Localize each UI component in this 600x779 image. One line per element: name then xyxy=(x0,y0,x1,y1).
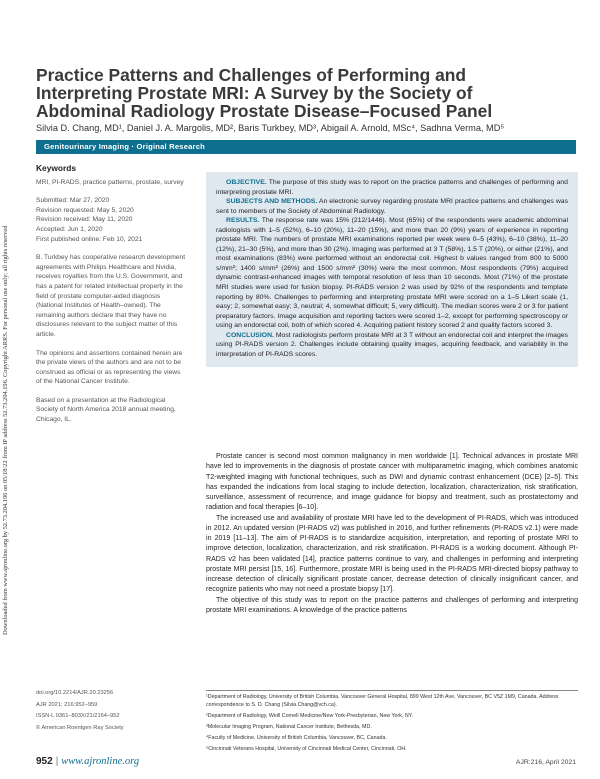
date-published-online: First published online: Feb 10, 2021 xyxy=(36,235,143,243)
objective-label: OBJECTIVE. xyxy=(226,179,267,186)
presentation-note: Based on a presentation at the Radiological Society of North America 2018 annual meeting, Chicago, IL. xyxy=(36,396,176,424)
page-number: 952 xyxy=(36,756,53,767)
body-paragraph: The objective of this study was to report on the practice patterns and challenges of performing and interpreting prostate MRI examinations. A knowledge of the practice patterns xyxy=(206,596,578,614)
body-paragraph: Prostate cancer is second most common malignancy in men worldwide [1]. Technical advances in prostate MRI have led to improvements in the diagnosis of prostate cancer with multiparametric imaging, which combines anatomic T2-weighted imaging with functional techniques, such as DWI and dynamic contrast enhancement (DCE) [2–5]. This has expanded the indications from local staging to include detection, localization, characterization, risk stratification, surveillance, assessment of recurrence, and image guidance for biopsy and treatment, such as prostatectomy and radiation and focal therapies [6–10]. xyxy=(206,453,578,512)
abstract-box xyxy=(206,172,578,367)
methods-label: SUBJECTS AND METHODS. xyxy=(226,198,318,206)
abstract-objective xyxy=(216,178,568,197)
date-accepted: Accepted: Jun 1, 2020 xyxy=(36,225,103,233)
article-info-column xyxy=(36,164,186,434)
section-banner: Genitourinary Imaging · Original Research xyxy=(36,140,576,154)
author-list: Silvia D. Chang, MD¹, Daniel J. A. Margolis, MD², Baris Turkbey, MD³, Abigail A. Arnold, MSc⁴, Sadhna Verma, MD⁵ xyxy=(36,123,505,133)
article-title: Practice Patterns and Challenges of Performing and Interpreting Prostate MRI: A Survey by the Society of Abdominal Radiology Prostate Disease–Focused Panel xyxy=(36,65,493,121)
conclusion-text: Most radiologists perform prostate MRI at 3 T without an endorectal coil and interpret the images using PI-RADS version 2. Challenges include obtaining quality images, acquiring feedback, and variability in the interpretation of PI-RADS scores. xyxy=(216,331,568,358)
article-body xyxy=(206,452,578,616)
journal-citation: AJR 2021; 216:952–959 xyxy=(36,701,98,708)
abstract-results xyxy=(216,216,568,331)
keywords: MRI, PI-RADS, practice patterns, prostate, survey xyxy=(36,178,184,186)
citation-info xyxy=(36,688,186,734)
abstract-methods xyxy=(216,197,568,216)
footnote: ³Molecular Imaging Program, National Cancer Institute, Bethesda, MD. xyxy=(206,723,372,730)
date-revision-requested: Revision requested: May 5, 2020 xyxy=(36,206,134,214)
methods-text: An electronic survey regarding prostate MRI practice patterns and challenges was sent to members of the Society of Abdominal Radiology. xyxy=(216,198,568,215)
copyright: © American Roentgen Ray Society xyxy=(36,724,124,731)
footnote: ²Department of Radiology, Weill Cornell Medicine/New York-Presbyterian, New York, NY. xyxy=(206,712,413,719)
date-submitted: Submitted: Mar 27, 2020 xyxy=(36,197,110,205)
footnote: ⁵Cincinnati Veterans Hospital, University of Cincinnati Medical Center, Cincinnati, OH. xyxy=(206,745,407,752)
footnote: ⁴Faculty of Medicine, University of British Columbia, Vancouver, BC, Canada. xyxy=(206,734,387,741)
results-label: RESULTS. xyxy=(226,217,260,225)
disclosure-statement: B. Turkbey has cooperative research development agreements with Philips Healthcare and Nvidia, receives royalties from the U.S. Government, and has a patent for related intellectual property in the field of prostate computer-aided diagnosis (National Institutes of Health–owned). The remaining authors declare that they have no disclosures relevant to the subject matter of this article. xyxy=(36,254,186,338)
results-text: The response rate was 15% (212/1446). Most (65%) of the respondents were academic abdominal radiologists with 1–5 (52%), 6–10 (20%), 11–20 (15%), and more than 20 (9%) years of experience in reporting prostate MRI. The numbers of prostate MRI examinations reported per week were 0–5 (43%), 6–10 (38%), 11–20 (12%), 21–30 (5%), and more than 30 (2%). Imaging was performed at 3 T (58%), 1.5 T (20%), or either (21%), and most examinations (83%) were performed without an endorectal coil. Highest b values ranged from 800 to 5000 s/mm²; 1400 s/mm² (26%) and 1500 s/mm² (30%) were the most common. Most respondents (79%) acquired dynamic contrast-enhanced images with temporal resolution of less than 10 seconds. Most (71%) of the prostate MRI studies were used for fusion biopsy. PI-RADS version 2 was used by 92% of the respondents and template reporting by 80%. Challenges to performing and interpreting prostate MRI were scored on a 1–5 Likert scale (1, easy; 2, somewhat easy; 3, neutral; 4, somewhat difficult; 5, very difficult). The median scores were 2 or 3 for patient preparatory factors. Image acquisition and reporting factors were scored 1–2, except for performing spectroscopy or using an endorectal coil, both of which scored 4. Acquiring patient history scored 2 and quality factors scored 3. xyxy=(216,217,568,330)
affiliation-footnotes xyxy=(206,690,578,757)
journal-issue: AJR:216, April 2021 xyxy=(515,759,576,766)
opinions-statement: The opinions and assertions contained herein are the private views of the authors and are not to be construed as official or as representing the views of the National Cancer Institute. xyxy=(36,349,183,386)
abstract-conclusion xyxy=(216,331,568,360)
issn: ISSN-L 0361–803X/21/2164–952 xyxy=(36,713,120,720)
date-revision-received: Revision received: May 11, 2020 xyxy=(36,216,133,224)
journal-website: www.ajronline.org xyxy=(61,756,140,767)
objective-text: The purpose of this study was to report on the practice patterns and challenges of performing and interpreting prostate MRI. xyxy=(216,179,568,196)
footer-separator: | xyxy=(55,756,59,767)
doi: doi.org/10.2214/AJR.20.23256 xyxy=(36,690,114,696)
keywords-heading: Keywords xyxy=(36,163,77,173)
conclusion-label: CONCLUSION. xyxy=(226,331,274,339)
body-paragraph: The increased use and availability of prostate MRI have led to the development of PI-RADS, which was introduced in 2012. An updated version (PI-RADS v2) was published in 2016, and further refinements (PI-RADS v2.1) were made in 2019 [11–13]. The aim of PI-RADS is to standardize acquisition, interpretation, and reporting of prostate MRI to improve detection, localization, characterization, and risk stratification. PI-RADS is a working document. Although PI-RADS v2 has been validated [14], practice patterns continue to vary, and challenges in performing and interpreting prostate MRI persist [15, 16]. Furthermore, prostate MRI is being used in the PI-RADS MRI-directed biopsy pathway to increase detection of clinically significant prostate cancer, decrease detection of clinically insignificant cancer, and recognize patients who may not need a prostate biopsy [17]. xyxy=(206,514,578,594)
page-footer xyxy=(36,756,139,767)
download-notice: Downloaded from www.ajronline.org by 52.73.204.196 on 05/18/22 from IP address 52.73.204.196. Copyright ARRS. For personal use only; all rights reserved xyxy=(2,225,9,635)
article-dates xyxy=(36,196,186,244)
footnote: ¹Department of Radiology, University of British Columbia, Vancouver General Hospital, 899 West 12th Ave, Vancouver, BC V5Z 1M9, Canada. Address correspondence to S. D. Chang (Silvia.Chang@vch.ca). xyxy=(206,694,559,708)
